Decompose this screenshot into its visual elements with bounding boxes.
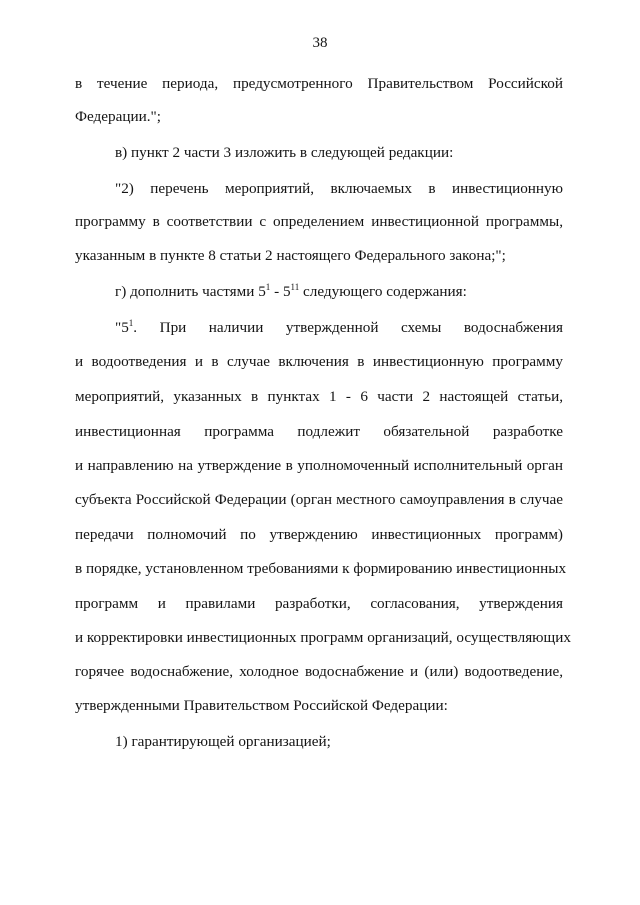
text-line: инвестиционная программа подлежит обязательной разработке [75, 423, 563, 440]
page-number: 38 [312, 35, 328, 51]
text-fragment: г) дополнить частями 5 [115, 283, 266, 300]
superscript: 11 [290, 282, 300, 292]
text-line: передачи полномочий по утверждению инвестиционных программ) [75, 526, 563, 543]
text-line: 1) гарантирующей организацией; [115, 733, 331, 750]
text-fragment: "5 [115, 319, 129, 336]
text-line: горячее водоснабжение, холодное водоснабжение и (или) водоотведение, [75, 663, 563, 680]
text-line: "2) перечень мероприятий, включаемых в инвестиционную [115, 180, 563, 197]
text-line-51 [115, 317, 563, 339]
text-line: и корректировки инвестиционных программ организаций, осуществляющих [75, 629, 571, 646]
text-line: и направлению на утверждение в уполномоченный исполнительный орган [75, 457, 563, 474]
text-line: указанным в пункте 8 статьи 2 настоящего Федерального закона;"; [75, 247, 506, 264]
text-line: и водоотведения и в случае включения в инвестиционную программу [75, 353, 563, 370]
text-line-g [115, 281, 563, 303]
text-line: в) пункт 2 части 3 изложить в следующей редакции: [115, 144, 454, 161]
text-line: в течение периода, предусмотренного Правительством Российской [75, 75, 563, 92]
text-line: субъекта Российской Федерации (орган местного самоуправления в случае [75, 491, 563, 508]
text-line: программу в соответствии с определением инвестиционной программы, [75, 213, 563, 230]
text-line: программ и правилами разработки, согласования, утверждения [75, 595, 563, 612]
text-line: мероприятий, указанных в пунктах 1 - 6 части 2 настоящей статьи, [75, 388, 563, 405]
text-line: утвержденными Правительством Российской Федерации: [75, 697, 448, 714]
text-fragment: следующего содержания: [299, 283, 467, 300]
superscript: 1 [265, 282, 271, 292]
text-line: Федерации."; [75, 108, 161, 125]
text-line: в порядке, установленном требованиями к формированию инвестиционных [75, 560, 567, 577]
text-fragment: - 5 [270, 283, 291, 300]
text-fragment: . При наличии утвержденной схемы водоснабжения [133, 319, 563, 336]
superscript: 1 [128, 318, 134, 328]
